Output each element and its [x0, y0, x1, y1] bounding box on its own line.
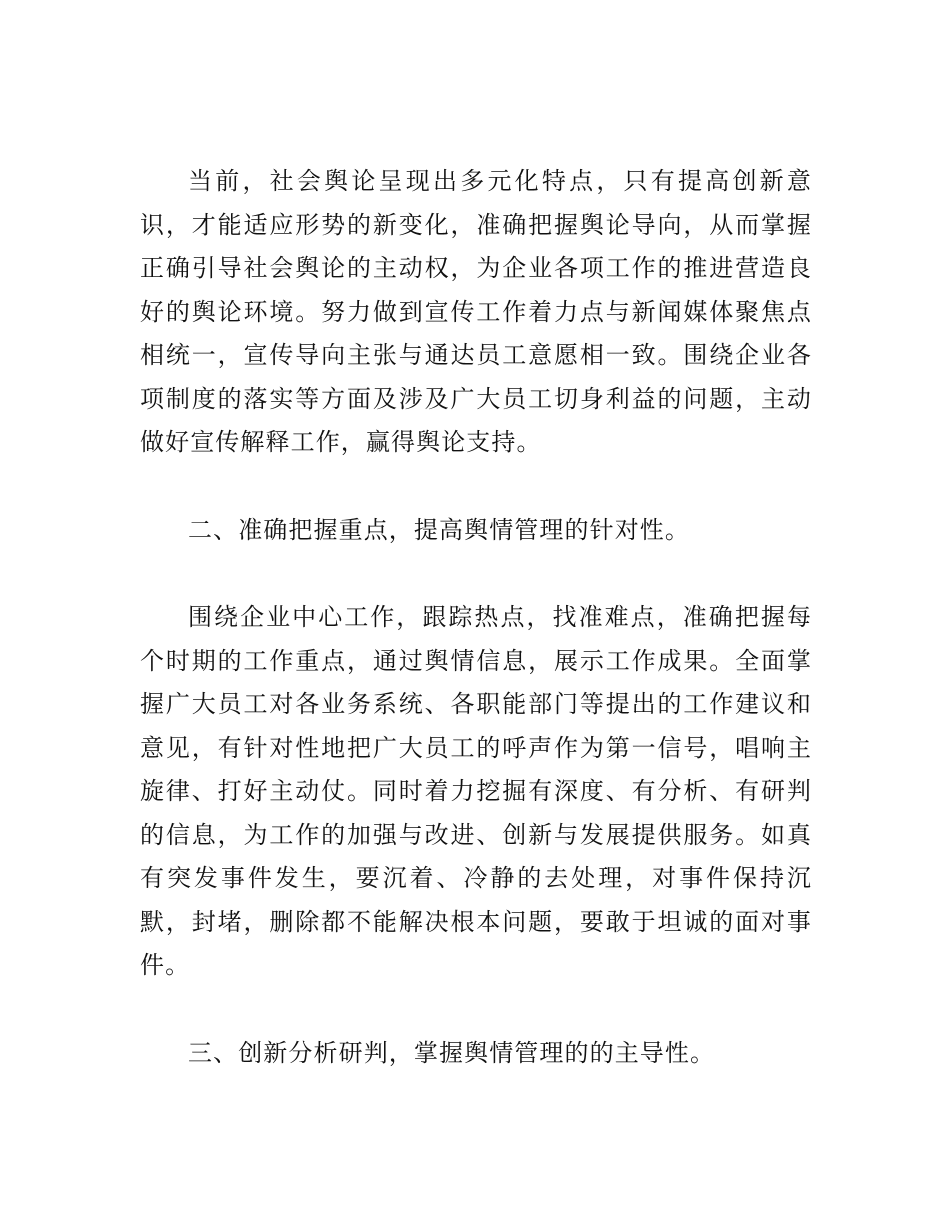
- paragraph-spacer: [140, 988, 812, 1032]
- paragraph-spacer: [140, 552, 812, 596]
- document-body: [140, 160, 812, 1075]
- body-paragraph-2: 围绕企业中心工作，跟踪热点，找准难点，准确把握每个时期的工作重点，通过舆情信息，展示工作成果。全面掌握广大员工对各业务系统、各职能部门等提出的工作建议和意见，有针对性地把广大员工的呼声作为第一信号，唱响主旋律、打好主动仗。同时着力挖掘有深度、有分析、有研判的信息，为工作的加强与改进、创新与发展提供服务。如真有突发事件发生，要沉着、冷静的去处理，对事件保持沉默，封堵，删除都不能解决根本问题，要敢于坦诚的面对事件。: [140, 603, 812, 979]
- paragraph-spacer: [140, 465, 812, 509]
- section-heading-3: 三、创新分析研判，掌握舆情管理的的主导性。: [188, 1038, 716, 1067]
- section-heading-2: 二、准确把握重点，提高舆情管理的针对性。: [188, 515, 690, 544]
- body-paragraph-1: 当前，社会舆论呈现出多元化特点，只有提高创新意识，才能适应形势的新变化，准确把握舆论导向，从而掌握正确引导社会舆论的主动权，为企业各项工作的推进营造良好的舆论环境。努力做到宣传工作着力点与新闻媒体聚焦点相统一，宣传导向主张与通达员工意愿相一致。围绕企业各项制度的落实等方面及涉及广大员工切身利益的问题，主动做好宣传解释工作，赢得舆论支持。: [140, 167, 812, 456]
